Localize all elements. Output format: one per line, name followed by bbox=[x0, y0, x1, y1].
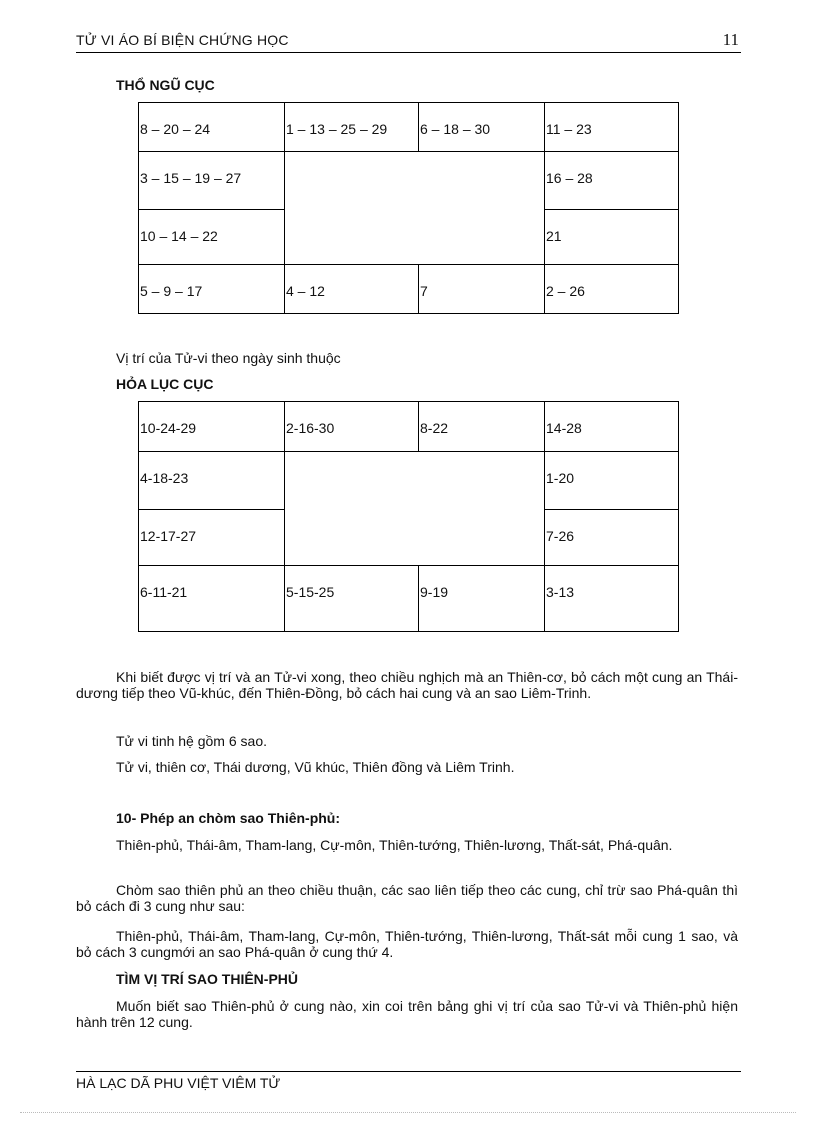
caption-text: Vị trí của Tử-vi theo ngày sinh thuộc bbox=[116, 350, 341, 366]
table-cell: 5 – 9 – 17 bbox=[139, 265, 285, 314]
paragraph-4: Thiên-phủ, Thái-âm, Tham-lang, Cự-môn, Thiên-tướng, Thiên-lương, Thất-sát, Phá-quân. bbox=[116, 837, 673, 853]
paragraph-2: Tử vi tinh hệ gồm 6 sao. bbox=[116, 733, 267, 749]
table-cell: 3-13 bbox=[545, 566, 679, 632]
section-heading-10: 10- Phép an chòm sao Thiên-phủ: bbox=[116, 810, 341, 826]
hoa-luc-cuc-table bbox=[138, 401, 679, 632]
paragraph-1: Khi biết được vị trí và an Tử-vi xong, theo chiều nghịch mà an Thiên-cơ, bỏ cách một cung an Thái-dương tiếp theo Vũ-khúc, đến Thiên-Đồng, bỏ cách hai cung và an sao Liêm-Trinh. bbox=[76, 669, 738, 701]
page-bottom-divider bbox=[20, 1112, 796, 1113]
section-heading-tho-ngu-cuc: THỔ NGŨ CỤC bbox=[116, 77, 215, 93]
table-cell: 7-26 bbox=[545, 510, 679, 566]
table-cell: 11 – 23 bbox=[545, 103, 679, 152]
paragraph-7: Muốn biết sao Thiên-phủ ở cung nào, xin coi trên bảng ghi vị trí của sao Tử-vi và Thiên-phủ hiện hành trên 12 cung. bbox=[76, 998, 738, 1030]
table-cell: 21 bbox=[545, 210, 679, 265]
section-heading-find-thien-phu: TÌM VỊ TRÍ SAO THIÊN-PHỦ bbox=[116, 971, 298, 987]
table-cell: 4-18-23 bbox=[139, 452, 285, 510]
table-cell: 8 – 20 – 24 bbox=[139, 103, 285, 152]
table-center-cell bbox=[285, 152, 545, 265]
table-cell: 12-17-27 bbox=[139, 510, 285, 566]
table-cell: 1-20 bbox=[545, 452, 679, 510]
table-cell: 4 – 12 bbox=[285, 265, 419, 314]
table-cell: 2 – 26 bbox=[545, 265, 679, 314]
table-cell: 7 bbox=[419, 265, 545, 314]
footer-text: HÀ LẠC DÃ PHU VIỆT VIÊM TỬ bbox=[76, 1075, 281, 1091]
paragraph-3: Tử vi, thiên cơ, Thái dương, Vũ khúc, Thiên đồng và Liêm Trinh. bbox=[116, 759, 515, 775]
page-number: 11 bbox=[722, 30, 739, 49]
table-center-cell bbox=[285, 452, 545, 566]
table-cell: 2-16-30 bbox=[285, 402, 419, 452]
header-title: TỬ VI ÁO BÍ BIỆN CHỨNG HỌC bbox=[76, 32, 289, 48]
table-cell: 6-11-21 bbox=[139, 566, 285, 632]
table-cell: 10 – 14 – 22 bbox=[139, 210, 285, 265]
table-cell: 9-19 bbox=[419, 566, 545, 632]
table-cell: 8-22 bbox=[419, 402, 545, 452]
tho-ngu-cuc-table bbox=[138, 102, 679, 314]
paragraph-6: Thiên-phủ, Thái-âm, Tham-lang, Cự-môn, Thiên-tướng, Thiên-lương, Thất-sát mỗi cung 1 sao, và bỏ cách 3 cungmới an sao Phá-quân ở cung thứ 4. bbox=[76, 928, 738, 960]
page-header bbox=[76, 30, 741, 53]
table-cell: 3 – 15 – 19 – 27 bbox=[139, 152, 285, 210]
table-cell: 1 – 13 – 25 – 29 bbox=[285, 103, 419, 152]
section-heading-hoa-luc-cuc: HỎA LỤC CỤC bbox=[116, 376, 214, 392]
table-cell: 10-24-29 bbox=[139, 402, 285, 452]
table-cell: 14-28 bbox=[545, 402, 679, 452]
table-cell: 16 – 28 bbox=[545, 152, 679, 210]
page-footer bbox=[76, 1071, 741, 1091]
paragraph-5: Chòm sao thiên phủ an theo chiều thuận, các sao liên tiếp theo các cung, chỉ trừ sao Phá-quân thì bỏ cách đi 3 cung như sau: bbox=[76, 882, 738, 914]
table-cell: 5-15-25 bbox=[285, 566, 419, 632]
table-cell: 6 – 18 – 30 bbox=[419, 103, 545, 152]
